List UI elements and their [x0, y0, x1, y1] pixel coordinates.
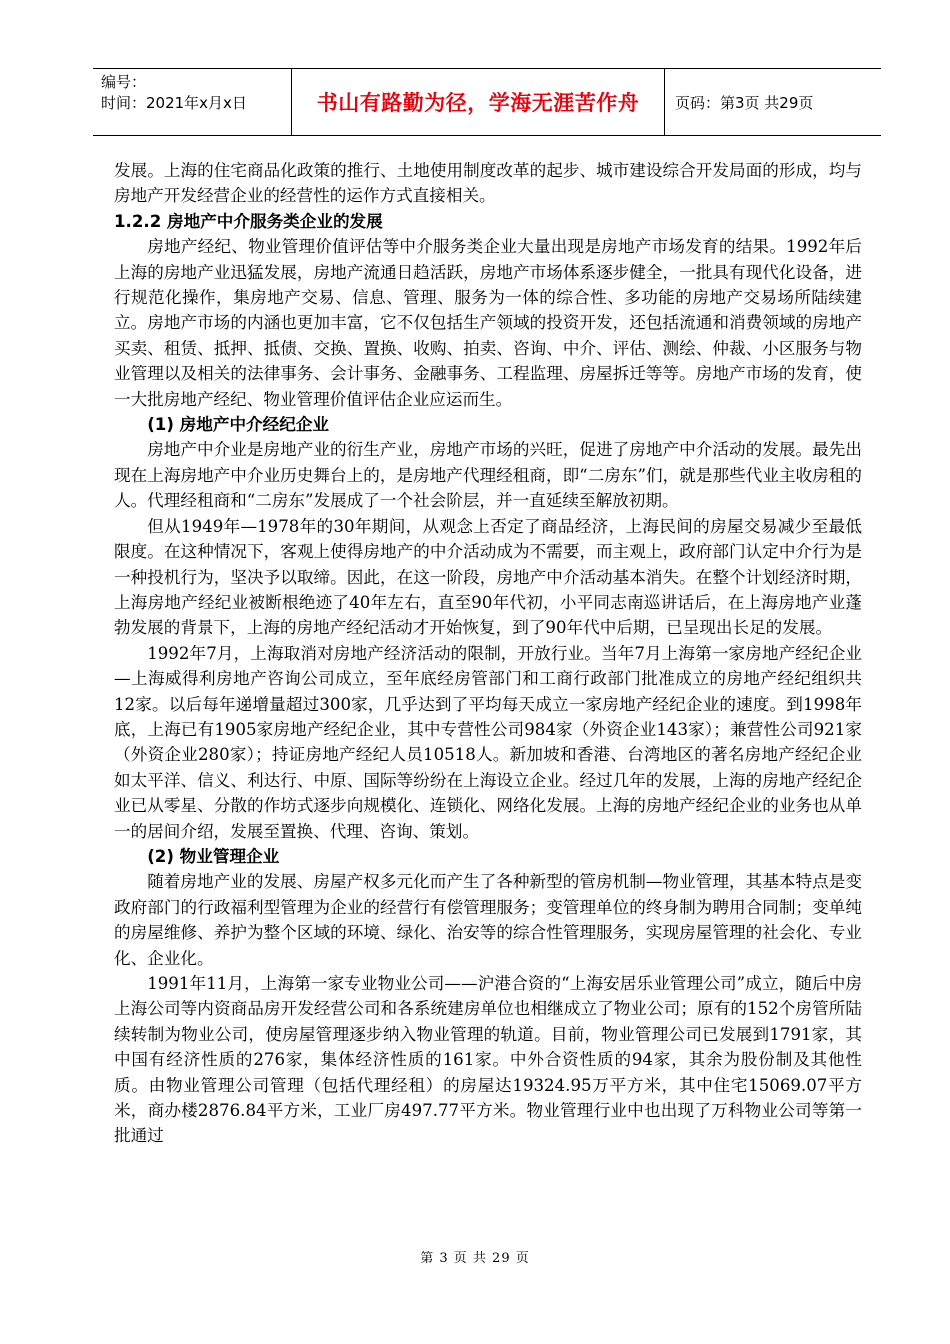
header-page-info: 页码：第3页 共29页	[675, 93, 814, 112]
paragraph: 房地产经纪、物业管理价值评估等中介服务类企业大量出现是房地产市场发育的结果。1992年后上海的房地产业迅猛发展，房地产流通日趋活跃，房地产市场体系逐步健全，一批具有现代化设备，进行规范化操作，集房地产交易、信息、管理、服务为一体的综合性、多功能的房地产交易场所陆续建立。房地产市场的内涵也更加丰富，它不仅包括生产领域的投资开发，还包括流通和消费领域的房地产买卖、租赁、抵押、抵债、交换、置换、收购、拍卖、咨询、中介、评估、测绘、仲裁、小区服务与物业管理以及相关的法律事务、会计事务、金融事务、工程监理、房屋拆迁等等。房地产市场的发育，使一大批房地产经纪、物业管理价值评估企业应运而生。	[114, 237, 862, 409]
subsection-heading-brokerage: (1) 房地产中介经纪企业	[147, 415, 330, 435]
paragraph: 1991年11月，上海第一家专业物业公司——沪港合资的“上海安居乐业管理公司”成立，随后中房上海公司等内资商品房开发经营公司和各系统建房单位也相继成立了物业公司；原有的152个房管所陆续转制为物业公司，使房屋管理逐步纳入物业管理的轨道。目前，物业管理公司已发展到1791家，其中国有经济性质的276家，集体经济性质的161家。中外合资性质的94家，其余为股份制及其他性质。由物业管理公司管理（包括代理经租）的房屋达19324.95万平方米，其中住宅15069.07平方米，商办楼2876.84平方米，工业厂房497.77平方米。物业管理行业中也出现了万科物业公司等第一批通过	[114, 974, 862, 1146]
time-label: 时间：2021年x月x日	[101, 94, 247, 112]
paragraph: 1992年7月，上海取消对房地产经济活动的限制，开放行业。当年7月上海第一家房地产经纪企业—上海威得利房地产咨询公司成立，至年底经房管部门和工商行政部门批准成立的房地产经纪组织共12家。以后每年递增量超过300家，几乎达到了平均每天成立一家房地产经纪企业的速度。到1998年底，上海已有1905家房地产经纪企业，其中专营性公司984家（外资企业143家）；兼营性公司921家（外资企业280家）；持证房地产经纪人员10518人。新加坡和香港、台湾地区的著名房地产经纪企业如太平洋、信义、利达行、中原、国际等纷纷在上海设立企业。经过几年的发展，上海的房地产经纪企业已从零星、分散的作坊式逐步向规模化、连锁化、网络化发展。上海的房地产经纪企业的业务也从单一的居间介绍，发展至置换、代理、咨询、策划。	[114, 643, 862, 841]
number-label: 编号：	[101, 73, 147, 91]
paragraph: 房地产中介业是房地产业的衍生产业，房地产市场的兴旺，促进了房地产中介活动的发展。最先出现在上海房地产中介业历史舞台上的，是房地产代理经租商，即“二房东”们，就是那些代业主收房租的人。代理经租商和“二房东”发展成了一个社会阶层，并一直延续至解放初期。	[114, 440, 862, 511]
paragraph: 但从1949年—1978年的30年期间，从观念上否定了商品经济，上海民间的房屋交易减少至最低限度。在这种情况下，客观上使得房地产的中介活动成为不需要，而主观上，政府部门认定中介行为是一种投机行为，坚决予以取缔。因此，在这一阶段，房地产中介活动基本消失。在整个计划经济时期，上海房地产经纪业被断根绝迹了40年左右，直至90年代初，小平同志南巡讲话后，在上海房地产业蓬勃发展的背景下，上海的房地产经纪活动才开始恢复，到了90年代中后期，已呈现出长足的发展。	[114, 516, 862, 638]
paragraph: 随着房地产业的发展、房屋产权多元化而产生了各种新型的管房机制—物业管理，其基本特点是变政府部门的行政福利型管理为企业的经营行有偿管理服务；变管理单位的终身制为聘用合同制；变单纯的房屋维修、养护为整个区域的环境、绿化、治安等的综合性管理服务，实现房屋管理的社会化、专业化、企业化。	[114, 872, 862, 968]
section-heading-1-2-2: 1.2.2 房地产中介服务类企业的发展	[114, 211, 383, 231]
header-motto: 书山有路勤为径，学海无涯苦作舟	[291, 69, 665, 135]
header-meta	[93, 69, 291, 135]
subsection-heading-property-management: (2) 物业管理企业	[147, 846, 280, 866]
page-footer: 第 3 页 共 29 页	[420, 1251, 530, 1266]
document-body	[114, 158, 862, 1149]
paragraph: 发展。上海的住宅商品化政策的推行、土地使用制度改革的起步、城市建设综合开发局面的形成，均与房地产开发经营企业的经营性的运作方式直接相关。	[114, 161, 862, 206]
page-header	[93, 68, 881, 136]
